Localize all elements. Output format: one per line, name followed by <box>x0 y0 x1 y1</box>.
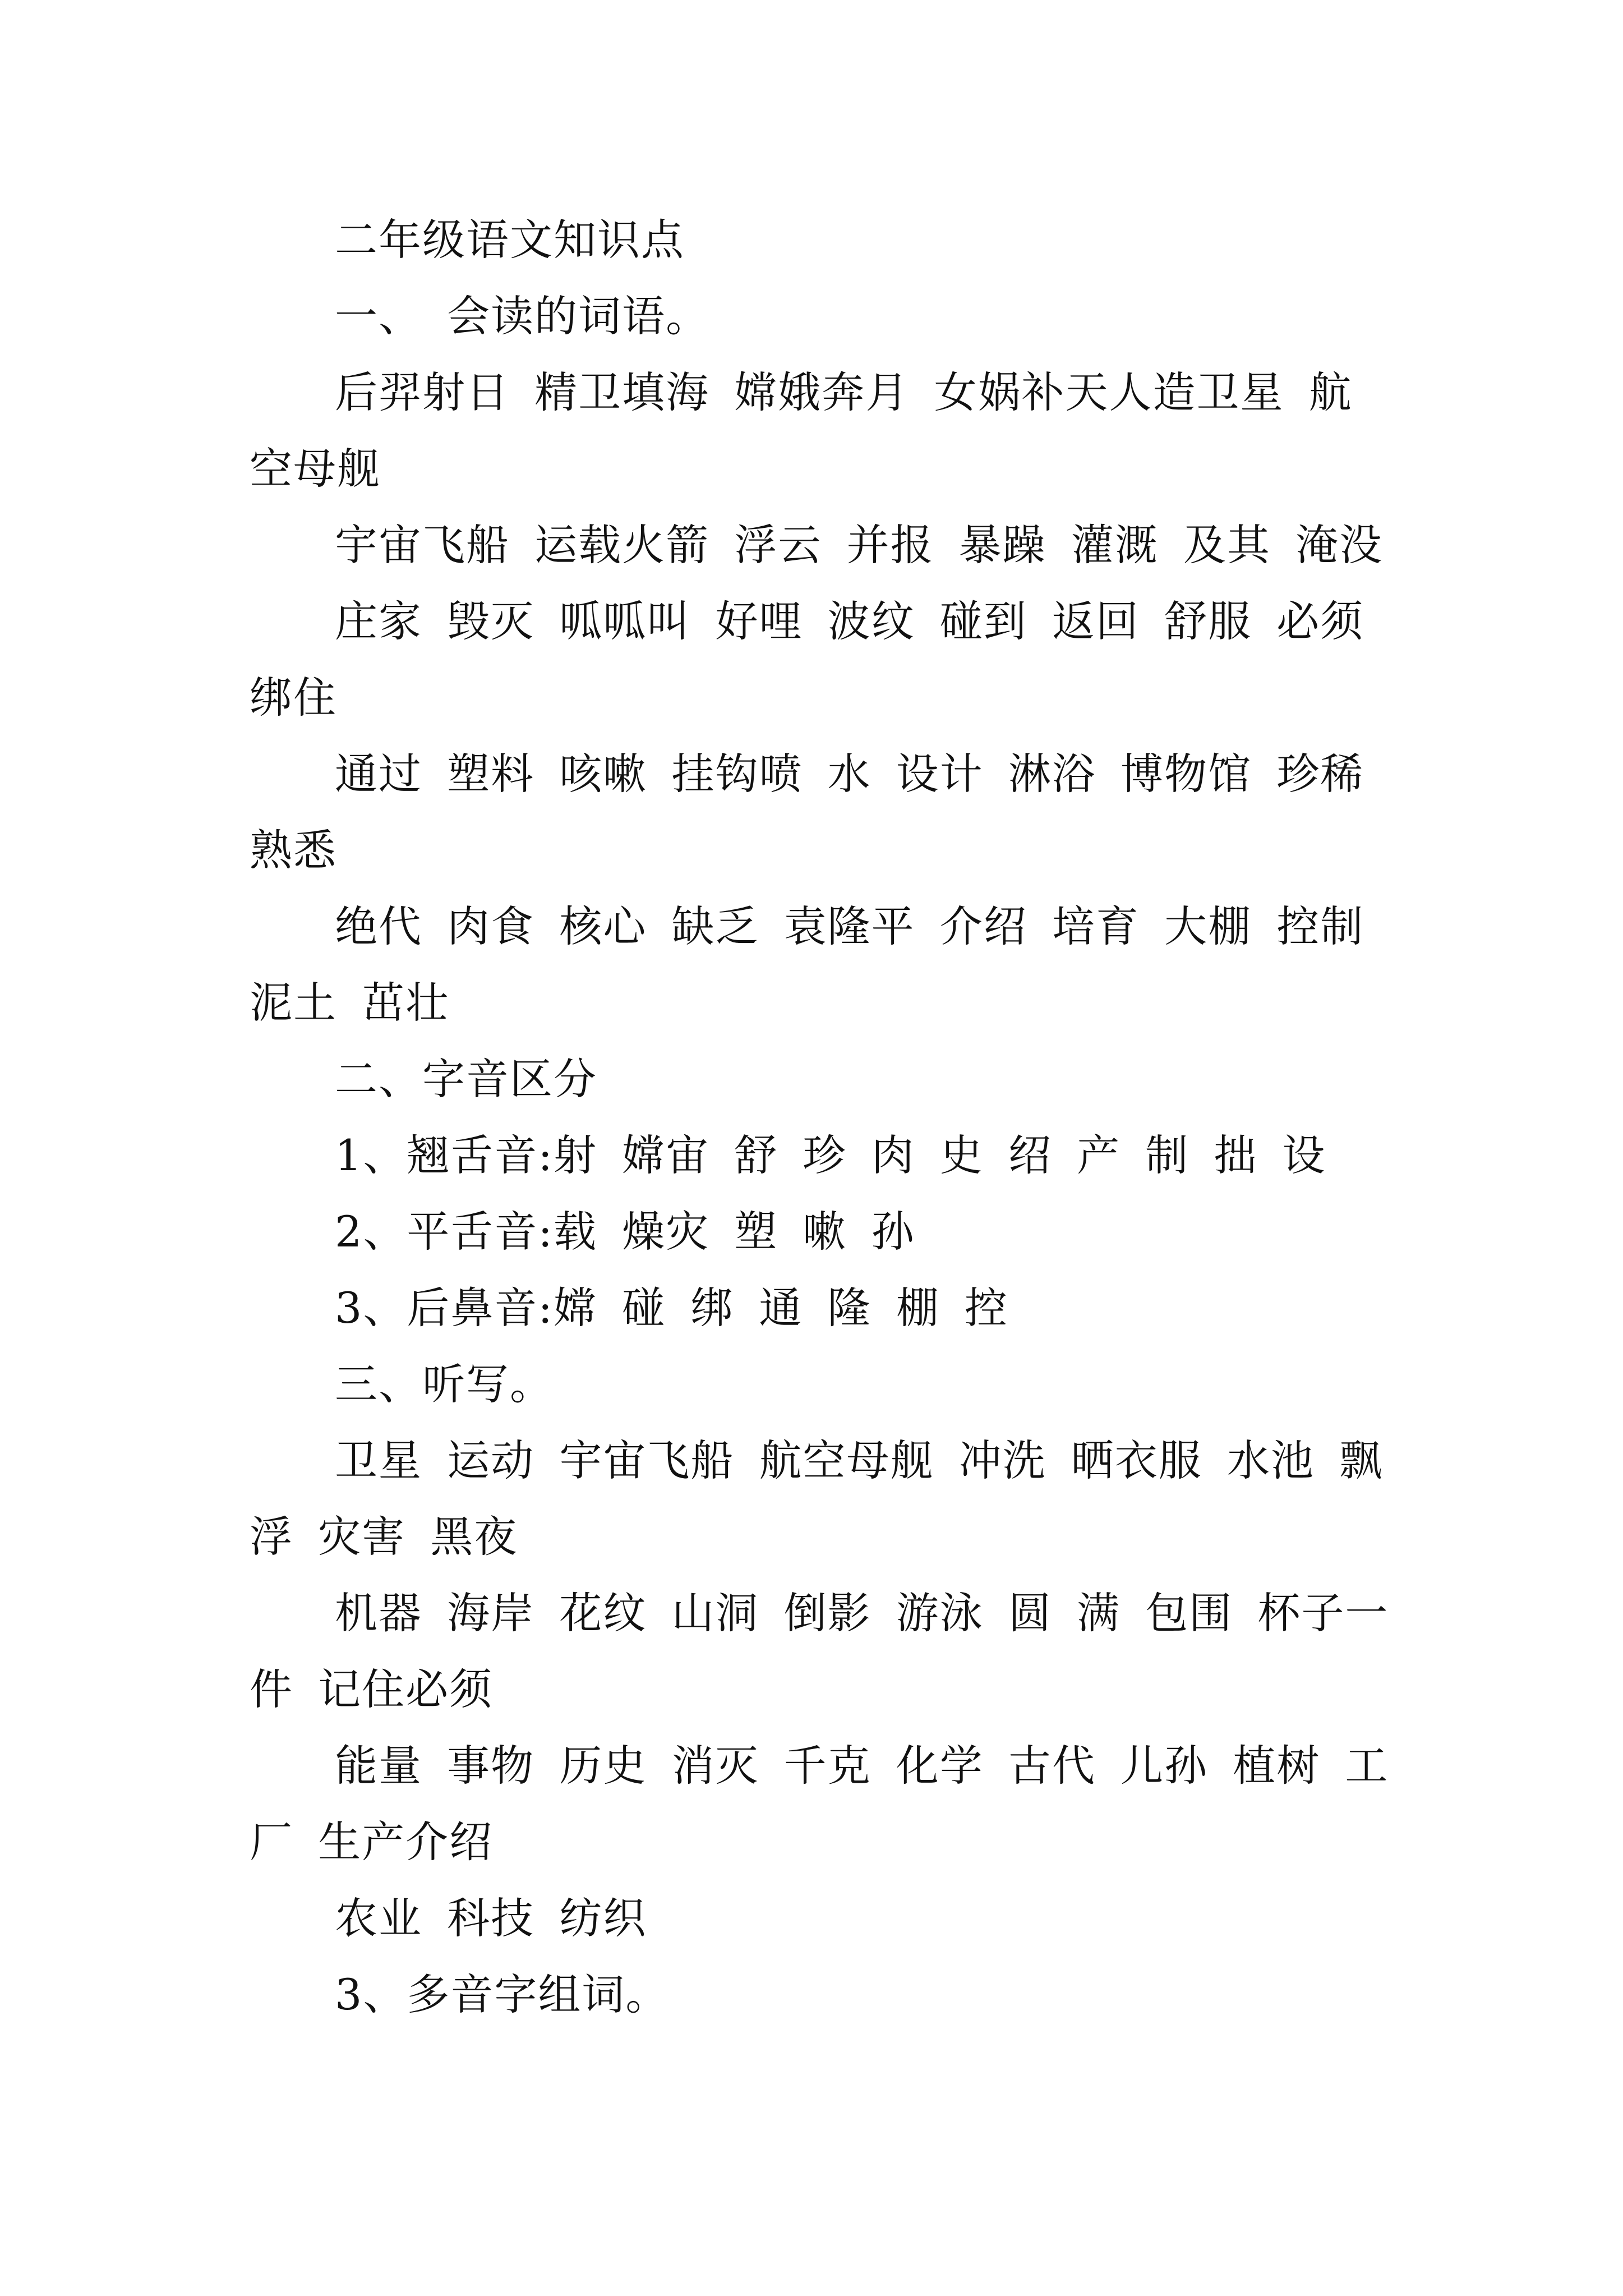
document-body <box>250 202 1394 2033</box>
dictation-line: 机器 海岸 花纹 山洞 倒影 游泳 圆 满 包围 杯子一件 记住必须 <box>250 1588 1389 1714</box>
word-line: 后羿射日 精卫填海 嫦娥奔月 女娲补天人造卫星 航空母舰 <box>250 367 1353 494</box>
word-line: 通过 塑料 咳嗽 挂钩喷 水 设计 淋浴 博物馆 珍稀熟悉 <box>250 749 1364 875</box>
section-heading-polyphonic: 3、多音字组词。 <box>335 1970 670 2019</box>
section-heading-dictation: 三、听写。 <box>335 1359 554 1409</box>
section-heading-pronunciation: 二、字音区分 <box>335 1054 597 1104</box>
dictation-line: 能量 事物 历史 消灭 千克 化学 古代 儿孙 植树 工厂 生产介绍 <box>250 1741 1389 1867</box>
dictation-line: 农业 科技 纺织 <box>335 1893 647 1943</box>
pronunciation-line: 1、翘舌音:射 嫦宙 舒 珍 肉 史 绍 产 制 拙 设 <box>335 1130 1326 1180</box>
section-heading-reading-words: 一、 会读的词语。 <box>335 291 710 341</box>
word-line: 庄家 毁灭 呱呱叫 好哩 波纹 碰到 返回 舒服 必须绑住 <box>250 596 1364 723</box>
pronunciation-line: 3、后鼻音:嫦 碰 绑 通 隆 棚 控 <box>335 1283 1008 1333</box>
dictation-line: 卫星 运动 宇宙飞船 航空母舰 冲洗 晒衣服 水池 飘浮 灾害 黑夜 <box>250 1435 1384 1562</box>
pronunciation-line: 2、平舌音:载 燥灾 塑 嗽 孙 <box>335 1207 915 1257</box>
document-title: 二年级语文知识点 <box>335 215 685 265</box>
word-line: 宇宙飞船 运载火箭 浮云 并报 暴躁 灌溉 及其 淹没 <box>335 520 1384 570</box>
word-line: 绝代 肉食 核心 缺乏 袁隆平 介绍 培育 大棚 控制泥土 茁壮 <box>250 901 1364 1028</box>
